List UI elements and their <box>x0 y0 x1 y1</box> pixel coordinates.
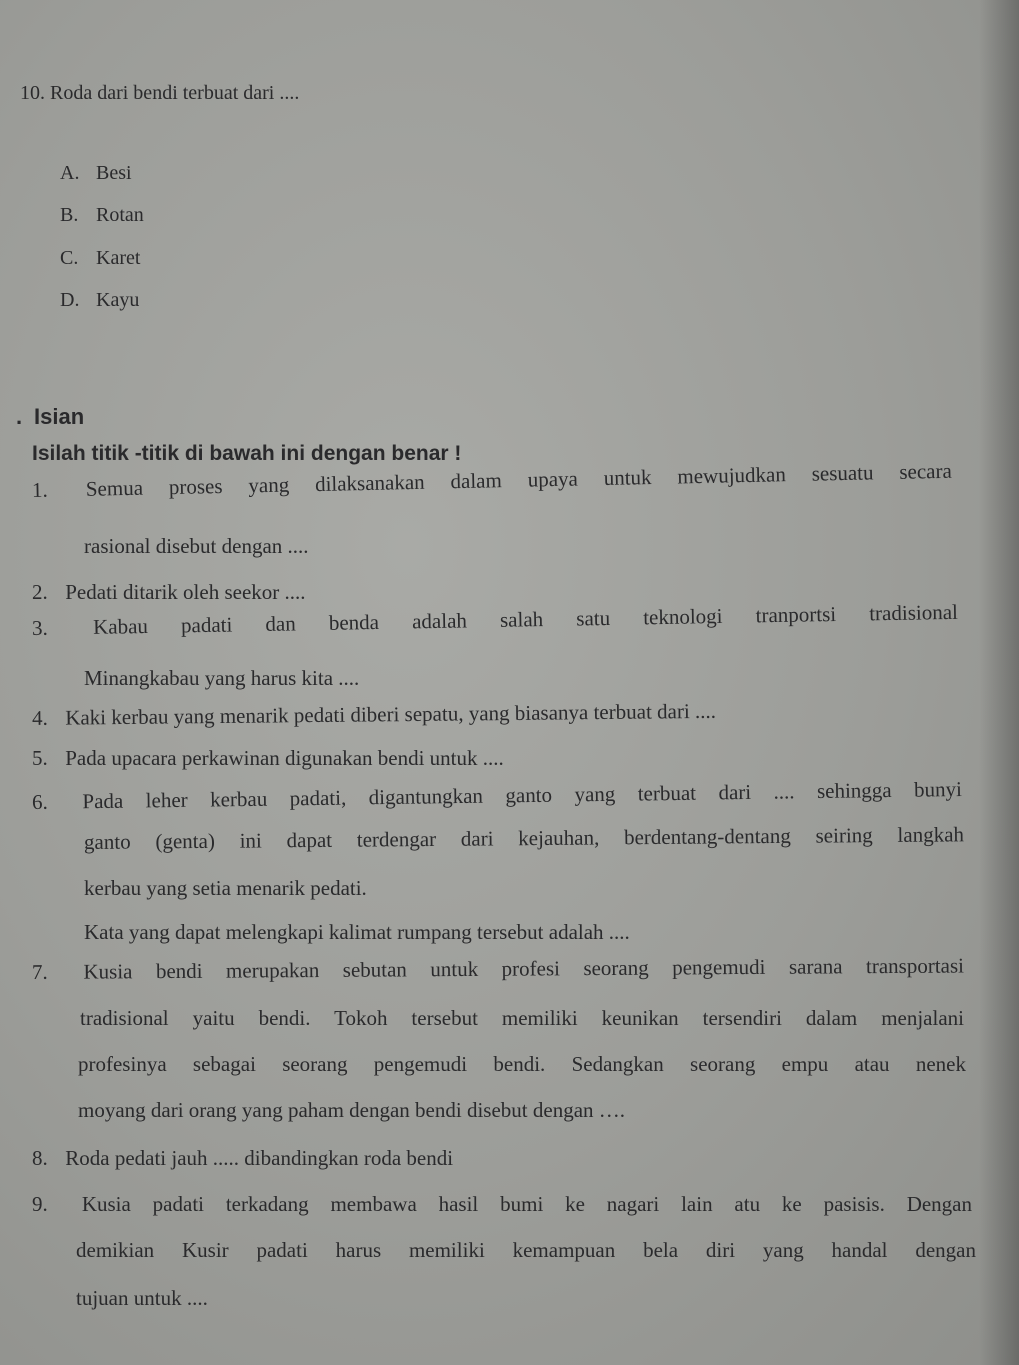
item-5-line-1 <box>32 746 504 771</box>
item-text: Semua proses yang dilaksanakan dalam upaya untuk mewujudkan sesuatu secara <box>85 458 953 501</box>
option-letter: B. <box>60 204 79 226</box>
option-a <box>60 162 132 185</box>
option-b <box>60 204 144 227</box>
option-text: Besi <box>96 162 132 184</box>
item-text: Pada leher kerbau padati, digantungkan ganto yang terbuat dari .... sehingga bunyi <box>82 777 963 814</box>
item-9-line-3: tujuan untuk .... <box>76 1286 208 1310</box>
option-letter: A. <box>60 162 80 184</box>
item-3-line-1 <box>32 600 958 641</box>
item-number: 1. <box>31 477 48 502</box>
item-number: 8. <box>32 1146 48 1170</box>
question-10: 10. Roda dari bendi terbuat dari .... <box>20 82 300 104</box>
item-7-line-4: moyang dari orang yang paham dengan bendi disebut dengan …. <box>78 1098 626 1122</box>
option-d <box>60 289 139 312</box>
item-1-line-2: rasional disebut dengan .... <box>84 534 309 558</box>
item-4-line-1 <box>32 699 716 731</box>
item-text: Pada upacara perkawinan digunakan bendi untuk .... <box>65 746 504 770</box>
item-text: Pedati ditarik oleh seekor .... <box>65 580 306 604</box>
item-text: Kusia bendi merupakan sebutan untuk profesi seorang pengemudi sarana transportasi <box>83 953 965 984</box>
option-text: Kayu <box>96 289 140 311</box>
item-7-line-3: profesinya sebagai seorang pengemudi bendi. Sedangkan seorang empu atau nenek <box>78 1052 966 1076</box>
item-9-line-1 <box>32 1192 972 1217</box>
item-7-line-2: tradisional yaitu bendi. Tokoh tersebut memiliki keunikan tersendiri dalam menjalani <box>80 1006 964 1030</box>
item-2-line-1 <box>32 580 306 605</box>
item-7-line-1 <box>32 953 964 985</box>
item-number: 6. <box>31 789 48 814</box>
section-instruction: Isilah titik -titik di bawah ini dengan benar ! <box>32 442 462 465</box>
item-number: 2. <box>32 580 48 604</box>
item-number: 4. <box>31 705 48 730</box>
item-8-line-1 <box>32 1146 453 1171</box>
item-6-line-1 <box>32 777 962 815</box>
option-letter: D. <box>60 289 80 311</box>
option-text: Karet <box>96 247 141 269</box>
section-bullet: . <box>16 404 23 429</box>
option-letter: C. <box>60 247 79 269</box>
item-number: 9. <box>32 1192 48 1216</box>
item-number: 7. <box>31 959 48 984</box>
item-6-line-4: Kata yang dapat melengkapi kalimat rumpang tersebut adalah .... <box>84 920 630 944</box>
item-text: Kusia padati terkadang membawa hasil bumi ke nagari lain atu ke pasisis. Dengan <box>81 1192 972 1216</box>
section-heading <box>16 404 84 430</box>
option-c <box>60 247 140 270</box>
item-6-line-2: ganto (genta) ini dapat terdengar dari kejauhan, berdentang-dentang seiring langkah <box>83 822 965 854</box>
page-shadow <box>979 0 1019 1365</box>
item-text: Kabau padati dan benda adalah salah satu teknologi tranportsi tradisional <box>92 599 959 639</box>
item-text: Kaki kerbau yang menarik pedati diberi sepatu, yang biasanya terbuat dari .... <box>65 698 717 730</box>
item-3-line-2: Minangkabau yang harus kita .... <box>84 666 360 690</box>
option-text: Rotan <box>96 204 144 226</box>
item-number: 3. <box>31 615 48 640</box>
section-title: Isian <box>34 404 85 429</box>
item-text: Roda pedati jauh ..... dibandingkan roda bendi <box>65 1146 454 1170</box>
item-9-line-2: demikian Kusir padati harus memiliki kemampuan bela diri yang handal dengan <box>76 1238 976 1262</box>
item-6-line-3: kerbau yang setia menarik pedati. <box>84 876 367 900</box>
item-number: 5. <box>32 746 48 770</box>
